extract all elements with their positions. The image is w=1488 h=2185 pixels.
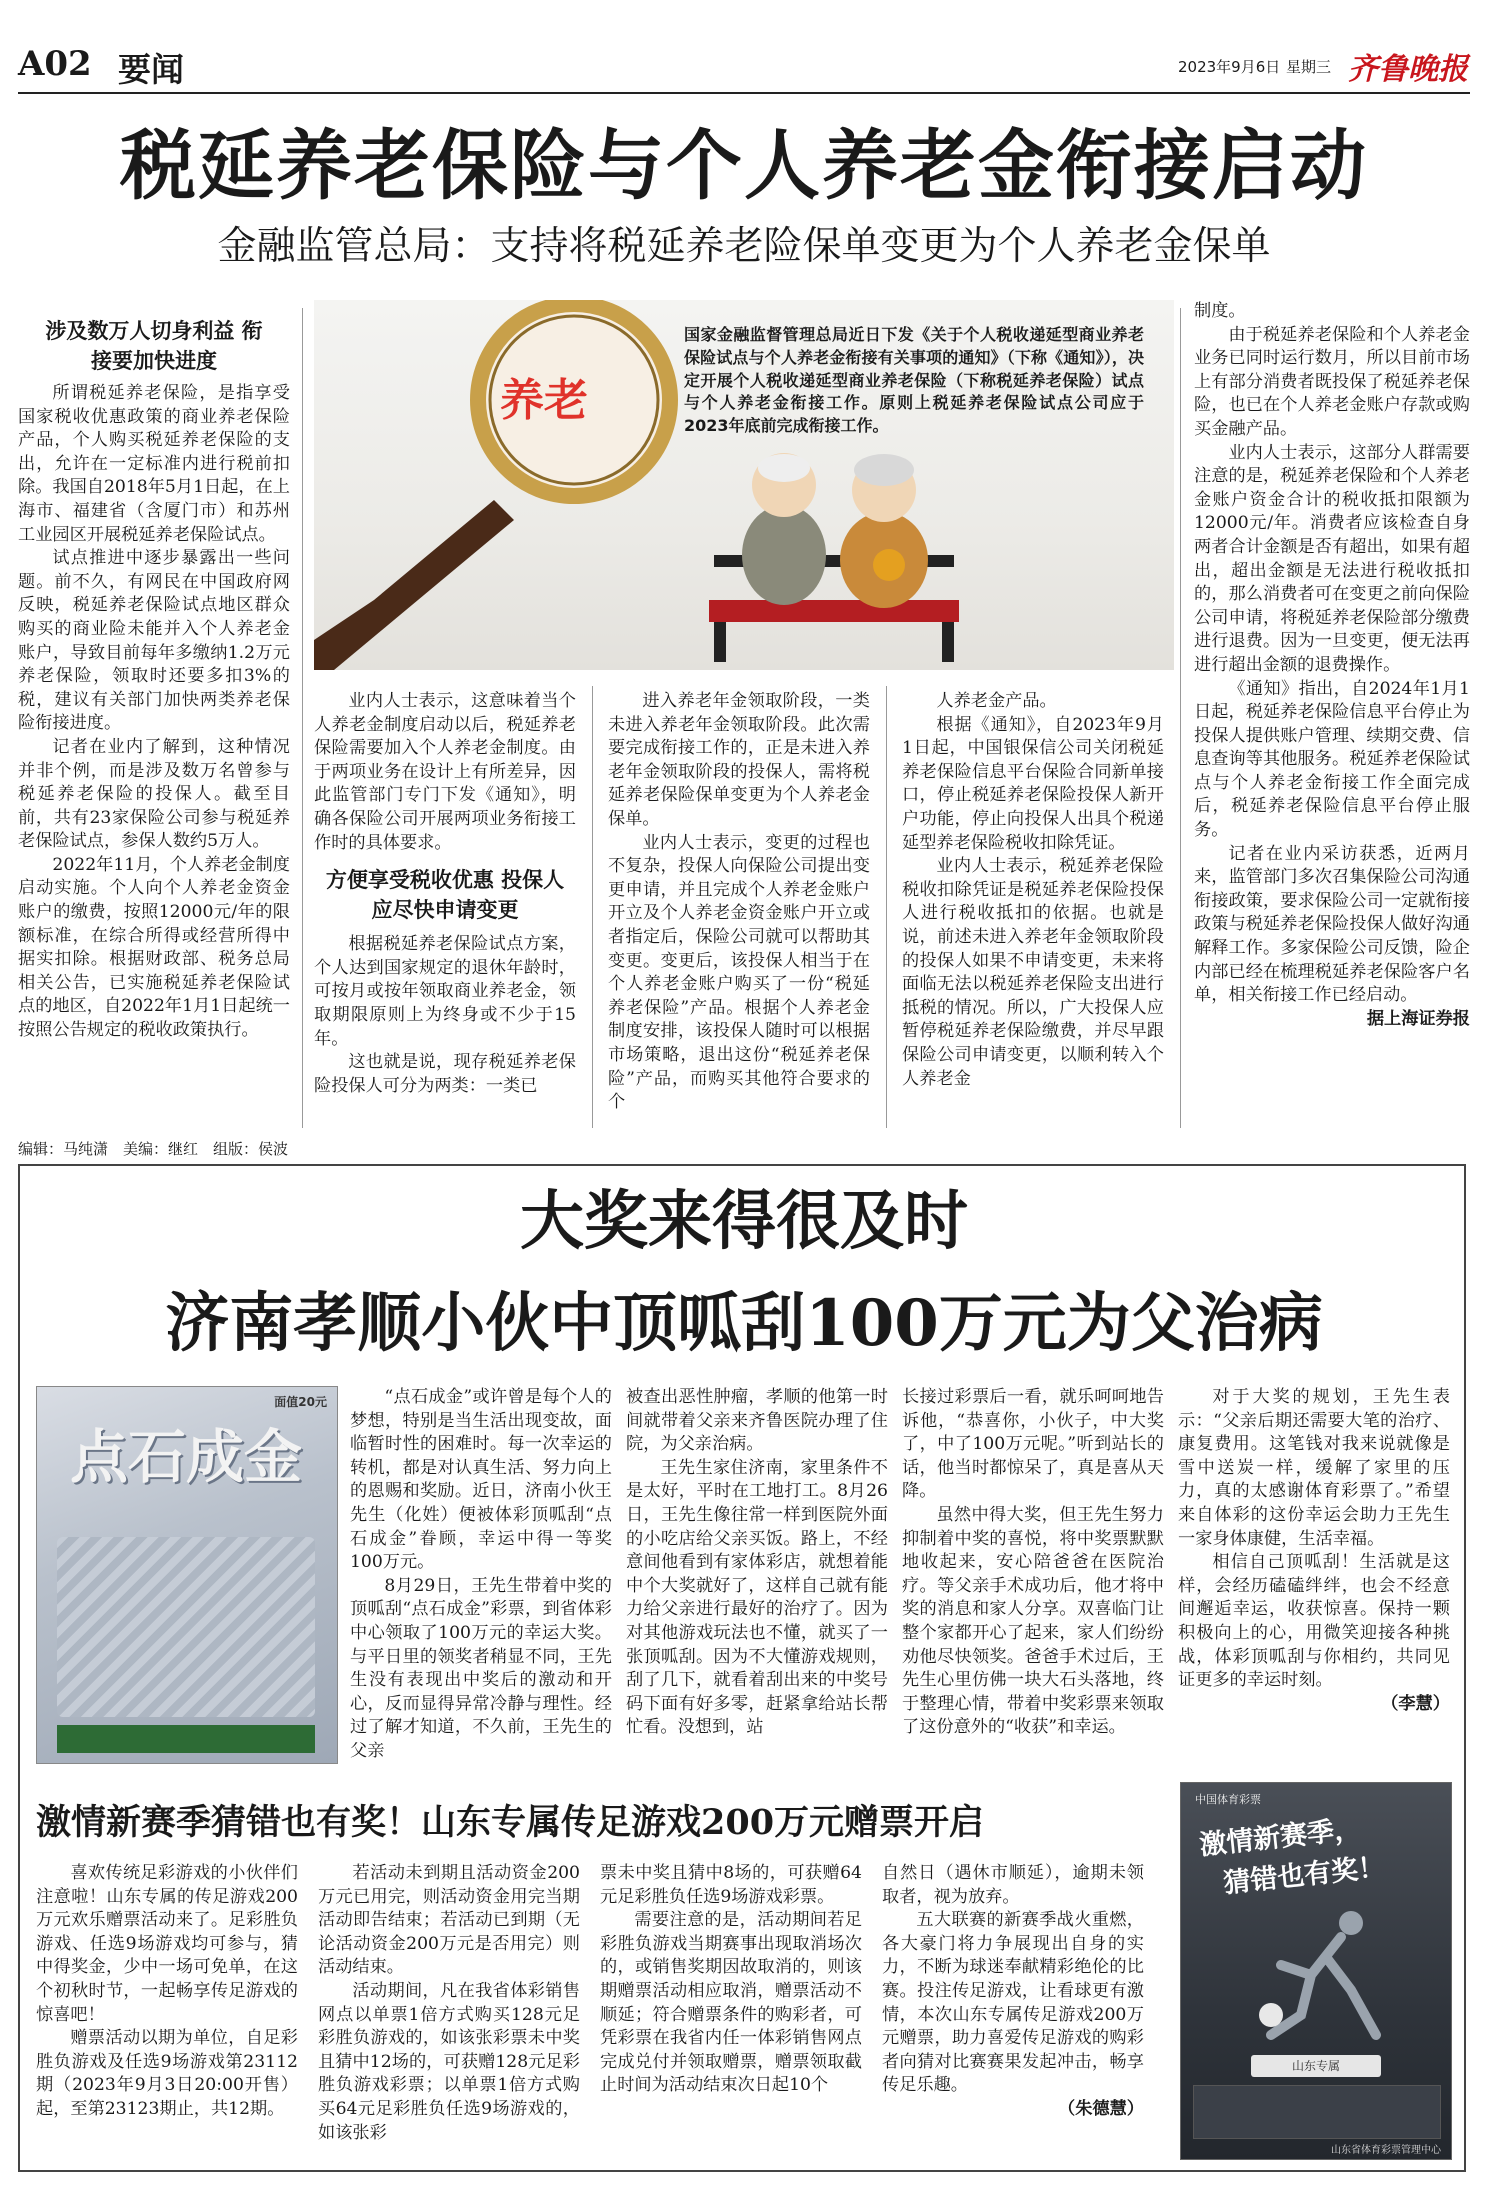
- paragraph: 根据税延养老保险试点方案，个人达到国家规定的退休年龄时，可按月或按年领取商业养老金，领取期限原则上为终身或不少于15年。: [314, 934, 576, 1049]
- paragraph: 这也就是说，现存税延养老保险投保人可分为两类：一类已: [314, 1052, 576, 1096]
- paragraph: 《通知》指出，自2024年1月1日起，税延养老保险信息平台停止为投保人提供账户管理、续期交费、信息查询等其他服务。税延养老保险试点与个人养老金衔接工作全面完成后，税延养老保险信息平台停止服务。: [1194, 678, 1470, 841]
- article1-column-1: [18, 316, 290, 1043]
- article1-column-5: [1194, 300, 1470, 1031]
- article2-column-2: [626, 1386, 888, 1740]
- paragraph: 对于大奖的规划，王先生表示：“父亲后期还需要大笔的治疗、康复费用。这笔钱对我来说就像是雪中送炭一样，缓解了家里的压力，真的太感谢体育彩票了。”希望来自体彩的这份幸运会助力王先生一家身体康健，生活幸福。: [1178, 1387, 1450, 1549]
- article2-byline: （李慧）: [1381, 1693, 1450, 1714]
- column-divider: [302, 308, 303, 1128]
- issue-weekday: 星期三: [1286, 58, 1332, 76]
- paper-logo: 齐鲁晚报: [1348, 52, 1468, 87]
- article3-poster: [1180, 1782, 1452, 2160]
- paragraph: 8月29日，王先生带着中奖的顶呱刮“点石成金”彩票，到省体彩中心领取了100万元的幸运大奖。与平日里的领奖者稍显不同，王先生没有表现出中奖后的激动和开心，反而显得异常冷静与理性。经过了解才知道，不久前，王先生的父亲: [350, 1575, 612, 1761]
- article1-column-3: [608, 690, 870, 1115]
- paragraph: 赠票活动以期为单位，自足彩胜负游戏及任选9场游戏第23112期（2023年9月3日20:00开售）起，至第23123期止，共12期。: [36, 2028, 298, 2119]
- paragraph: 业内人士表示，变更的过程也不复杂，投保人向保险公司提出变更申请，并且完成个人养老金账户开立及个人养老金资金账户开立或者指定后，保险公司就可以帮助其变更。变更后，该投保人相当于在个人养老金账户购买了一份“税延养老保险”产品。根据个人养老金制度安排，该投保人随时可以根据市场策略，退出这份“税延养老保险”产品，而购买其他符合要求的个: [608, 832, 870, 1113]
- article2-column-4: [1178, 1386, 1450, 1716]
- article2-title-1: 大奖来得很及时: [520, 1184, 968, 1259]
- article2-title-2: 济南孝顺小伙中顶呱刮100万元为父治病: [165, 1286, 1323, 1361]
- paragraph: 相信自己顶呱刮！生活就是这样，会经历磕磕绊绊，也会不经意间邂逅幸运，收获惊喜。保持一颗积极向上的心，用微笑迎接各种挑战，体彩顶呱刮与你相约，共同见证更多的幸运时刻。: [1178, 1552, 1450, 1691]
- paragraph: 喜欢传统足彩游戏的小伙伴们注意啦！山东专属的传足游戏200万元欢乐赠票活动来了。足彩胜负游戏、任选9场游戏均可参与，猜中得奖金，少中一场可免单，在这个初秋时节，一起畅享传足游戏的惊喜吧！: [36, 1863, 298, 2025]
- ticket-scratch-area: [57, 1537, 315, 1717]
- paragraph: 虽然中得大奖，但王先生努力抑制着中奖的喜悦，将中奖票默默地收起来，安心陪爸爸在医院治疗。等父亲手术成功后，他才将中奖的消息和家人分享。双喜临门让整个家都开心了起来，家人们纷纷劝他尽快领奖。爸爸手术过后，王先生心里仿佛一块大石头落地，终于整理心情，带着中奖彩票来领取了这份意外的“收获”和幸运。: [902, 1504, 1164, 1738]
- paragraph: 五大联赛的新赛季战火重燃，各大豪门将力争展现出自身的实力，不断为球迷奉献精彩绝伦的比赛。投注传足游戏，让看球更有激情，本次山东专属传足游戏200万元赠票，助力喜爱传足游戏的购彩者向猜对比赛赛果发起冲击，畅享传足乐趣。: [882, 1910, 1144, 2096]
- lottery-ticket-image: [36, 1386, 338, 1764]
- poster-headline-2: 猜错也有奖！: [1222, 1851, 1387, 1900]
- article3-column-4: [882, 1862, 1144, 2122]
- image-word-yanglao: 养老: [500, 375, 588, 426]
- article3-title: 激情新赛季猜错也有奖！山东专属传足游戏200万元赠票开启: [36, 1802, 985, 1843]
- article3-byline: （朱德慧）: [1058, 2098, 1144, 2119]
- page-header: [18, 38, 1470, 90]
- poster-band-label: 山东专属: [1251, 2055, 1381, 2077]
- paragraph: 业内人士表示，税延养老保险税收扣除凭证是税延养老保险投保人进行税收抵扣的依据。也就是说，前述未进入养老年金领取阶段的投保人如果不申请变更，未来将面临无法以税延养老保险支出进行抵税的情况。所以，广大投保人应暂停税延养老保险缴费，并尽早跟保险公司申请变更，以顺利转入个人养老金: [902, 856, 1164, 1089]
- paragraph: 由于税延养老保险和个人养老金业务已同时运行数月，所以目前市场上有部分消费者既投保了税延养老保险，也已在个人养老金账户存款或购买金融产品。: [1194, 324, 1470, 439]
- ticket-title: 点石成金: [69, 1423, 302, 1491]
- paragraph: 试点推进中逐步暴露出一些问题。前不久，有网民在中国政府网反映，税延养老保险试点地区群众购买的商业险未能并入个人养老金账户，导致目前每年多缴纳1.2万元养老保险，领取时还要多扣3%的税，建议有关部门加快两类养老保险衔接进度。: [18, 548, 290, 734]
- paragraph: 人养老金产品。: [936, 691, 1057, 711]
- column-divider: [1180, 308, 1181, 1128]
- page-number: A02: [18, 44, 92, 84]
- ticket-footer-band: [57, 1725, 315, 1753]
- paragraph: 票未中奖且猜中8场的，可获赠64元足彩胜负任选9场游戏彩票。: [600, 1863, 862, 1907]
- issue-date: 2023年9月6日: [1178, 58, 1281, 76]
- article1-title: 税延养老保险与个人养老金衔接启动: [120, 121, 1368, 210]
- article2-column-1: [350, 1386, 612, 1764]
- column-divider: [886, 686, 887, 1128]
- paragraph: 活动期间，凡在我省体彩销售网点以单票1倍方式购买128元足彩胜负游戏的，如该张彩票未中奖且猜中12场的，可获赠128元足彩胜负游戏彩票；以单票1倍方式购买64元足彩胜负任选9场游戏的，如该张彩: [318, 1980, 580, 2143]
- article2-column-3: [902, 1386, 1164, 1740]
- paragraph: “点石成金”或许曾是每个人的梦想，特别是当生活出现变故，面临暂时性的困难时。每一次幸运的转机，都是对认真生活、努力向上的恩赐和奖励。近日，济南小伙王先生（化姓）便被体彩顶呱刮“点石成金”眷顾，幸运中得一等奖100万元。: [350, 1387, 612, 1573]
- section-name: 要闻: [118, 50, 184, 89]
- article1-subhead-2: 方便享受税收优惠 投保人应尽快申请变更: [325, 868, 565, 923]
- column-divider: [592, 686, 593, 1128]
- paragraph: 进入养老年金领取阶段，一类未进入养老年金领取阶段。此次需要完成衔接工作的，正是未进入养老年金领取阶段的投保人，需将税延养老保险保单变更为个人养老金保单。: [608, 691, 870, 829]
- paragraph: 2022年11月，个人养老金制度启动实施。个人向个人养老金资金账户的缴费，按照12000元/年的限额标准，在综合所得或经营所得中据实扣除。根据财政部、税务总局相关公告，已实施税延养老保险试点的地区，自2022年1月1日起统一按照公告规定的税收政策执行。: [18, 854, 290, 1041]
- paragraph: 根据《通知》，自2023年9月1日起，中国银保信公司关闭税延养老保险信息平台保险合同新单接口，停止税延养老保险投保人新开户功能，停止向投保人出具个税递延型养老保险税收扣除凭证。: [902, 714, 1164, 853]
- paragraph: 自然日（遇休市顺延），逾期未领取者，视为放弃。: [882, 1863, 1144, 1907]
- poster-lottery-logo: 中国体育彩票: [1195, 1793, 1261, 1806]
- soccer-player-illustration: [1241, 1895, 1401, 2045]
- paragraph: 记者在业内采访获悉，近两月来，监管部门多次召集保险公司沟通衔接政策，要求保险公司一定就衔接政策与税延养老保险投保人做好沟通解释工作。多家保险公司反馈，险企内部已经在梳理税延养老保险客户名单，相关衔接工作已经启动。: [1194, 843, 1470, 1006]
- article1-column-2: [314, 690, 576, 1098]
- article1-photo: [314, 300, 1174, 670]
- paragraph: 被查出恶性肿瘤，孝顺的他第一时间就带着父亲来齐鲁医院办理了住院，为父亲治病。: [626, 1387, 888, 1455]
- paragraph: 需要注意的是，活动期间若足彩胜负游戏当期赛事出现取消场次的，或销售奖期因故取消的，则该期赠票活动相应取消，赠票活动不顺延；符合赠票条件的购彩者，可凭彩票在我省内任一体彩销售网点完成兑付并领取赠票，赠票领取截止时间为活动结束次日起10个: [600, 1910, 862, 2096]
- paragraph: 若活动未到期且活动资金200万元已用完，则活动资金用完当期活动即告结束；若活动已到期（无论活动资金200万元是否用完）则活动结束。: [318, 1863, 580, 1978]
- paragraph: 业内人士表示，这部分人群需要注意的是，税延养老保险和个人养老金账户资金合计的税收抵扣限额为12000元/年。消费者应该检查自身两者合计金额是否有超出，如果有超出，超出金额是无法进行税收抵扣的，那么消费者可在变更之前向保险公司申请，将税延养老保险部分缴费进行退费。因为一旦变更，便无法再进行超出金额的退费操作。: [1194, 442, 1470, 675]
- header-rule: [18, 92, 1470, 94]
- article1-column-4: [902, 690, 1164, 1091]
- paragraph: 长接过彩票后一看，就乐呵呵地告诉他，“恭喜你，小伙子，中大奖了，中了100万元呢。”听到站长的话，他当时都惊呆了，真是喜从天降。: [902, 1387, 1164, 1502]
- poster-rules-block: [1193, 2085, 1441, 2139]
- article1-subhead-1: 涉及数万人切身利益 衔接要加快进度: [45, 319, 263, 373]
- article3-column-3: [600, 1862, 862, 2098]
- poster-footer: 山东省体育彩票管理中心: [1331, 2145, 1441, 2156]
- paragraph: 记者在业内了解到，这种情况并非个例，而是涉及数万名曾参与税延养老保险的投保人。截至目前，共有23家保险公司参与税延养老保险试点，参保人数约5万人。: [18, 736, 290, 852]
- editors-credit: 编辑：马纯潇 美编：继红 组版：侯波: [18, 1140, 289, 1158]
- paragraph: 所谓税延养老保险，是指享受国家税收优惠政策的商业养老保险产品，个人购买税延养老保险的支出，允许在一定标准内进行税前扣除。我国自2018年5月1日起，在上海市、福建省（含厦门市）和苏州工业园区开展税延养老保险试点。: [18, 383, 290, 545]
- ticket-price: 面值20元: [274, 1395, 327, 1409]
- poster-headline-1: 激情新赛季，: [1198, 1813, 1363, 1862]
- paragraph: 业内人士表示，这意味着当个人养老金制度启动以后，税延养老保险需要加入个人养老金制度。由于两项业务在设计上有所差异，因此监管部门专门下发《通知》，明确各保险公司开展两项业务衔接工作时的具体要求。: [314, 691, 576, 853]
- article1-subtitle: 金融监管总局：支持将税延养老险保单变更为个人养老金保单: [217, 224, 1271, 269]
- article3-column-2: [318, 1862, 580, 2145]
- article1-lead: 国家金融监督管理总局近日下发《关于个人税收递延型商业养老保险试点与个人养老金衔接有关事项的通知》（下称《通知》），决定开展个人税收递延型商业养老保险（下称税延养老保险）试点与个人养老金衔接工作。原则上税延养老保险试点公司应于2023年底前完成衔接工作。: [684, 325, 1144, 436]
- paragraph: 王先生家住济南，家里条件不是太好，平时在工地打工。8月26日，王先生像往常一样到医院外面的小吃店给父亲买饭。路上，不经意间他看到有家体彩店，就想着能中个大奖就好了，这样自己就有能力给父亲进行最好的治疗了。因为对其他游戏玩法也不懂，就买了一张顶呱刮。因为不大懂游戏规则，刮了几下，就看着刮出来的中奖号码下面有好多零，赶紧拿给站长帮忙看。没想到，站: [626, 1457, 888, 1738]
- article1-source: 据上海证券报: [1366, 1008, 1470, 1029]
- article3-column-1: [36, 1862, 298, 2122]
- paragraph: 制度。: [1194, 301, 1246, 321]
